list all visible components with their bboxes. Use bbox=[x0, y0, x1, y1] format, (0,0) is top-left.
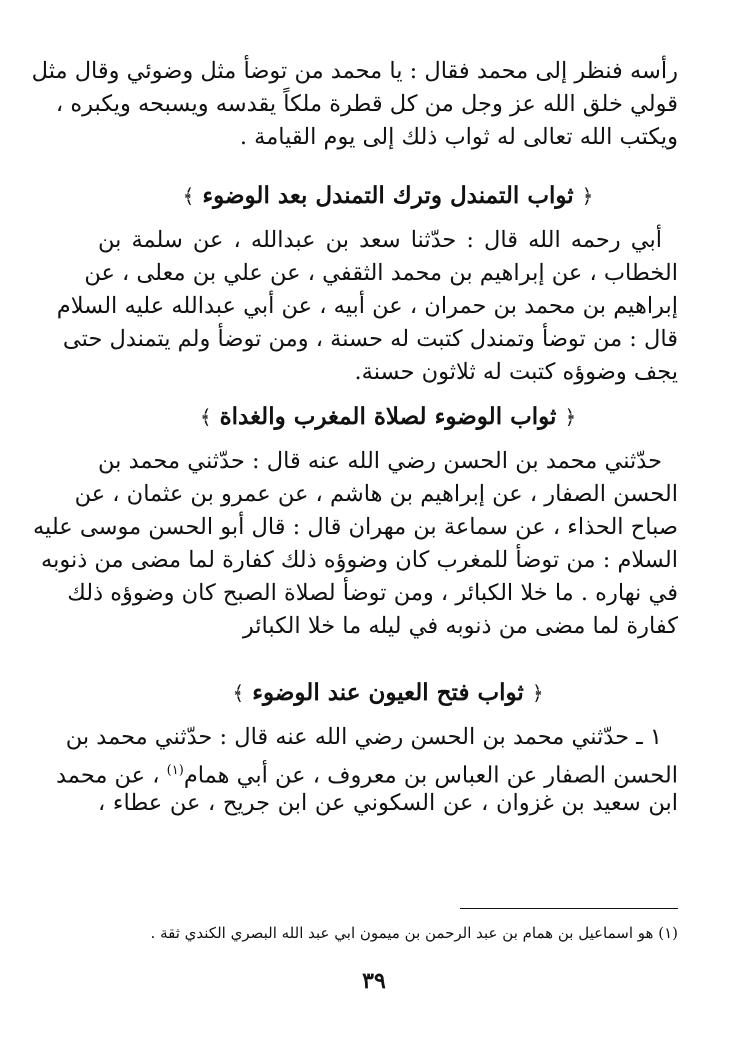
heading-title: ثواب التمندل وترك التمندل بعد الوضوء bbox=[202, 182, 574, 209]
footnote-divider bbox=[460, 908, 678, 909]
text-line: ١ ـ حدّثني محمد بن الحسن رضي الله عنه قال : حدّثني محمد بن bbox=[65, 724, 662, 750]
ornament-bracket: ﴿ bbox=[531, 681, 544, 705]
section-paragraph bbox=[56, 721, 678, 820]
footnote: (١) هو اسماعيل بن همام بن عبد الرحمن بن ميمون ابي عبد الله البصري الكندي ثقة . bbox=[150, 924, 678, 942]
ornament-bracket: ﴾ bbox=[182, 184, 195, 208]
section-paragraph bbox=[56, 224, 678, 389]
page-number: ٣٩ bbox=[362, 968, 386, 994]
text-line: الحسن الصفار ، عن إبراهيم بن هاشم ، عن عمرو بن عثمان ، عن bbox=[74, 481, 678, 507]
section-heading bbox=[98, 665, 678, 721]
text-line: كفارة لما مضى من ذنوبه في ليله ما خلا الكبائر bbox=[242, 613, 678, 639]
ornament-bracket: ﴾ bbox=[199, 405, 212, 429]
text-line: السلام : من توضأ للمغرب كان وضوؤه ذلك كفارة لما مضى من ذنوبه bbox=[41, 547, 678, 573]
text-segment: ، عن محمد bbox=[56, 762, 167, 789]
ornament-bracket: ﴾ bbox=[232, 681, 245, 705]
text-line: ابن سعيد بن غزوان ، عن السكوني عن ابن جريح ، عن عطاء ، bbox=[98, 790, 678, 816]
section-heading bbox=[98, 389, 678, 445]
text-line: رأسه فنظر إلى محمد فقال : يا محمد من توضأ مثل وضوئي وقال مثل bbox=[31, 58, 678, 84]
section-heading bbox=[98, 168, 678, 224]
text-line: إبراهيم بن محمد بن حمران ، عن أبيه ، عن أبي عبدالله عليه السلام bbox=[56, 293, 678, 319]
page-body bbox=[31, 55, 678, 820]
footnote-reference: (١) bbox=[166, 763, 184, 778]
text-line: حدّثني محمد بن الحسن رضي الله عنه قال : حدّثني محمد بن bbox=[98, 448, 662, 474]
text-line: قولي خلق الله عز وجل من كل قطرة ملكاً يقدسه ويسبحه ويكبره ، bbox=[55, 91, 678, 117]
text-line: الخطاب ، عن إبراهيم بن محمد الثقفي ، عن علي بن معلى ، عن bbox=[84, 260, 678, 286]
text-segment: الحسن الصفار عن العباس بن معروف ، عن أبي همام bbox=[183, 762, 678, 789]
text-line bbox=[56, 754, 678, 789]
text-line: ويكتب الله تعالى له ثواب ذلك إلى يوم القيامة . bbox=[239, 124, 678, 150]
text-line: أبي رحمه الله قال : حدّثنا سعد بن عبدالله ، عن سلمة بن bbox=[98, 227, 662, 253]
heading-title: ثواب فتح العيون عند الوضوء bbox=[252, 679, 524, 706]
text-line: في نهاره . ما خلا الكبائر ، ومن توضأ لصلاة الصبح كان وضوؤه ذلك bbox=[67, 580, 678, 606]
text-line: صباح الحذاء ، عن سماعة بن مهران قال : قال أبو الحسن موسى عليه bbox=[32, 514, 678, 540]
paragraph-continuation bbox=[31, 55, 678, 154]
text-line: قال : من توضأ وتمندل كتبت له حسنة ، ومن توضأ ولم يتمندل حتى bbox=[62, 326, 678, 352]
section-paragraph bbox=[32, 445, 678, 643]
ornament-bracket: ﴿ bbox=[581, 184, 594, 208]
heading-title: ثواب الوضوء لصلاة المغرب والغداة bbox=[219, 403, 557, 430]
ornament-bracket: ﴿ bbox=[564, 405, 577, 429]
text-line: يجف وضوؤه كتبت له ثلاثون حسنة. bbox=[354, 359, 678, 385]
